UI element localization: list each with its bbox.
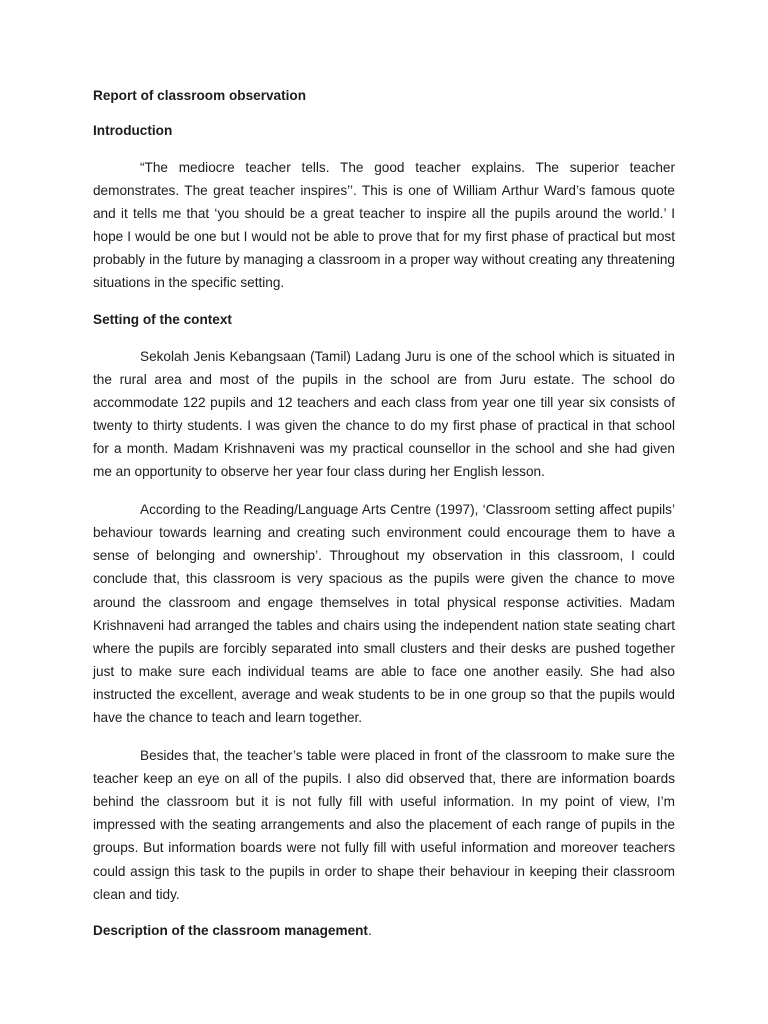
paragraph-school-context: Sekolah Jenis Kebangsaan (Tamil) Ladang Juru is one of the school which is situated in the rural area and most of the pupils in the school are from Juru estate. The school do accommodate 122 pupils and 12 teachers and each class from year one till year six consists of twenty to thirty students. I was given the chance to do my first phase of practical in that school for a month. Madam Krishnaveni was my practical counsellor in the school and she had given me an opportunity to observe her year four class during her English lesson. bbox=[93, 348, 675, 480]
section-heading-setting-of-the-context: Setting of the context bbox=[93, 311, 232, 327]
paragraph-teacher-table: Besides that, the teacher’s table were placed in front of the classroom to make sure the teacher keep an eye on all of the pupils. I also did observed that, there are information boards behind the classroom but it is not fully fill with useful information. In my point of view, I’m impressed with the seating arrangements and also the placement of each range of pupils in the groups. But information boards were not fully fill with useful information and moreover teachers could assign this task to the pupils in order to shape their behaviour in keeping their classroom clean and tidy. bbox=[93, 748, 675, 902]
section-heading-introduction: Introduction bbox=[93, 123, 173, 138]
document-body bbox=[93, 86, 675, 956]
report-title: Report of classroom observation bbox=[93, 88, 307, 103]
paragraph-classroom-setting: According to the Reading/Language Arts Centre (1997), ‘Classroom setting affect pupils’ behaviour towards learning and creating such environment could encourage them to have a sense of belonging and ownership’. Throughout my observation in this classroom, I could conclude that, this classroom is very spacious as the pupils were given the chance to move around the classroom and engage themselves in total physical response activities. Madam Krishnaveni had arranged the tables and chairs using the independent nation state seating chart where the pupils are forcibly separated into small clusters and their desks are pushed together just to make sure each individual teams are able to face one another easily. She had also instructed the excellent, average and weak students to be in one group so that the pupils would have the chance to teach and learn together. bbox=[93, 502, 675, 725]
section-heading-classroom-management-text: Description of the classroom management bbox=[93, 922, 368, 938]
section-heading-classroom-management bbox=[93, 921, 675, 941]
paragraph-introduction: “The mediocre teacher tells. The good teacher explains. The superior teacher demonstrates. The great teacher inspires’’. This is one of William Arthur Ward’s famous quote and it tells me that ‘you should be a great teacher to inspire all the pupils around the world.’ I hope I would be one but I would not be able to prove that for my first phase of practical but most probably in the future by managing a classroom in a proper way without creating any threatening situations in the specific setting. bbox=[93, 160, 675, 291]
section-heading-classroom-management-period: . bbox=[367, 922, 372, 938]
